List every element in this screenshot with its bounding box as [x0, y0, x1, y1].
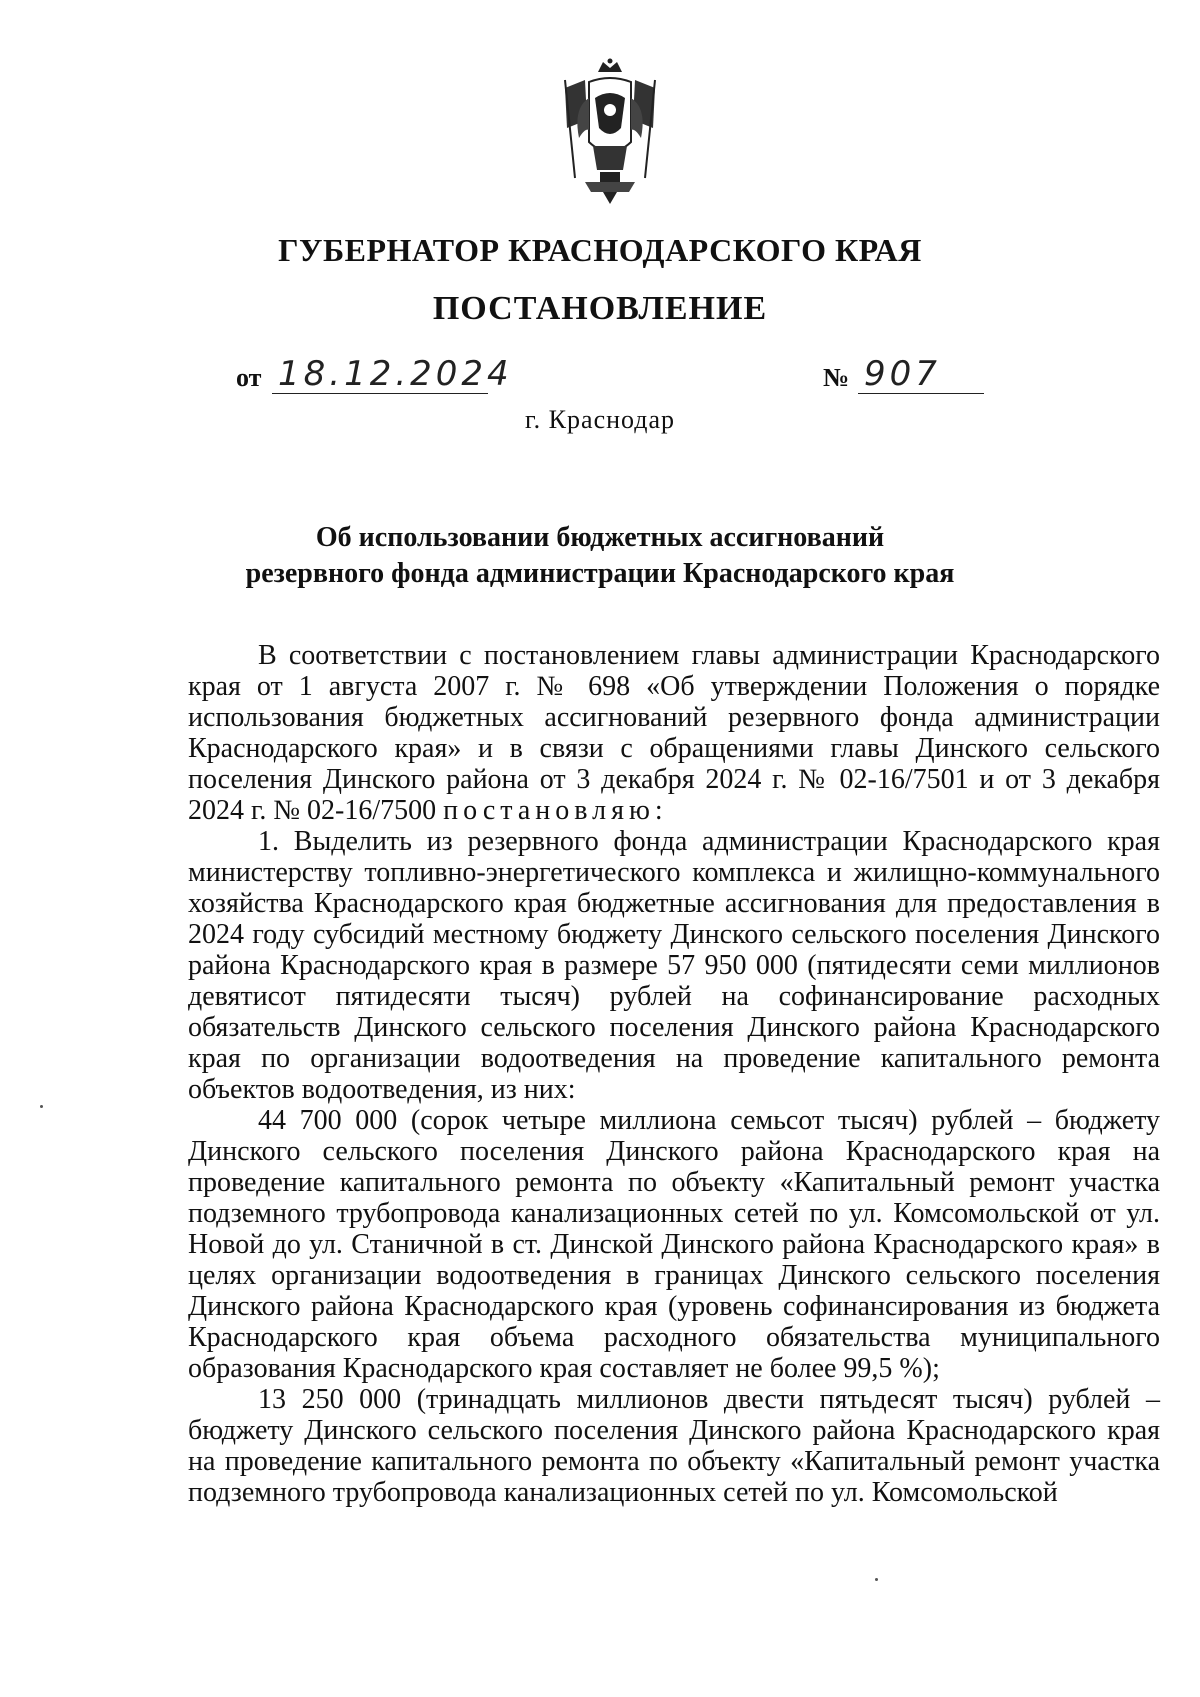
subject-line-1: Об использовании бюджетных ассигнований — [315, 522, 885, 553]
paragraph-allocation-2: 13 250 000 (тринадцать миллионов двести пятьдесят тысяч) рублей – бюджету Динского сельского поселения Динского района Краснодарского края на проведение капитального ремонта по объекту «Капитальный ремонт участка подземного трубопровода канализационных сетей по ул. Комсомольской — [188, 1384, 1160, 1508]
paragraph-allocation-1: 44 700 000 (сорок четыре миллиона семьсот тысяч) рублей – бюджету Динского сельского поселения Динского района Краснодарского края на проведение капитального ремонта по объекту «Капитальный ремонт участка подземного трубопровода канализационных сетей по ул. Комсомольской от ул. Новой до ул. Станичной в ст. Динской Динского района Краснодарского края» в целях организации водоотведения в границах Динского сельского поселения Динского района Краснодарского края (уровень софинансирования из бюджета Краснодарского края объема расходного обязательства муниципального образования Краснодарского края составляет не более 99,5 %); — [188, 1105, 1160, 1384]
number-value-handwritten: 907 — [858, 355, 984, 394]
date-value-handwritten: 18.12.2024 — [272, 355, 488, 394]
date-label: от — [236, 363, 262, 392]
coat-of-arms-emblem — [545, 58, 675, 208]
paragraph-preamble — [188, 640, 1160, 826]
scan-speck — [875, 1578, 878, 1581]
scan-speck — [40, 1105, 43, 1108]
date-number-row — [0, 355, 1200, 405]
document-type-title: ПОСТАНОВЛЕНИЕ — [432, 290, 768, 327]
preamble-text: В соответствии с постановлением главы администрации Краснодарского края от 1 августа 2007 г. № 698 «Об утверждении Положения о порядке использования бюджетных ассигнований резервного фонда администрации Краснодарского края» и в связи с обращениями главы Динского сельского поселения Динского района от 3 декабря 2024 г. № 02-16/7501 и от 3 декабря 2024 г. № 02-16/7500 — [188, 640, 1160, 826]
paragraph-item-1: 1. Выделить из резервного фонда администрации Краснодарского края министерству топливно-энергетического комплекса и жилищно-коммунального хозяйства Краснодарского края бюджетные ассигнования для предоставления в 2024 году субсидий местному бюджету Динского сельского поселения Динского района Краснодарского края в размере 57 950 000 (пятидесяти семи миллионов девятисот пятидесяти тысяч) рублей на софинансирование расходных обязательств Динского сельского поселения Динского района Краснодарского края по организации водоотведения на проведение капитального ремонта объектов водоотведения, из них: — [188, 826, 1160, 1105]
subject-line-2: резервного фонда администрации Краснодарского края — [245, 558, 955, 589]
number-label: № — [823, 363, 850, 392]
document-subject — [150, 520, 1050, 592]
document-body — [188, 640, 1160, 1508]
organization-title: ГУБЕРНАТОР КРАСНОДАРСКОГО КРАЯ — [278, 232, 922, 268]
city-name: г. Краснодар — [524, 405, 676, 434]
decree-word: постановляю: — [443, 795, 668, 826]
